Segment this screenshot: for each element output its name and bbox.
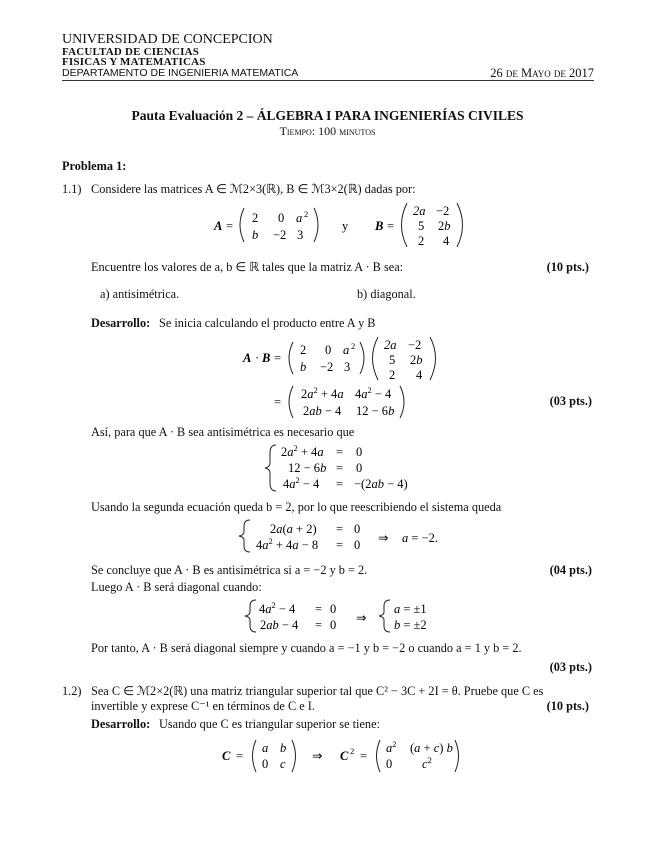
svg-text:2a2 + 4a: $2a^2 + 4a$ [301, 385, 344, 401]
svg-text:a: a [296, 211, 303, 225]
svg-text:2b: 2b [410, 353, 423, 367]
svg-text:5: 5 [418, 219, 425, 233]
second-equation-text: Usando la segunda ecuación queda b = 2, por lo que reescribiendo el sistema queda [91, 500, 502, 514]
antisymmetric-system [264, 443, 424, 493]
statement-1-2-line-1: Sea C ∈ ℳ2×2(ℝ) una matriz triangular superior tal que C² − 3C + 2I = θ. Pruebe que C es [91, 684, 544, 698]
svg-text:2: 2 [304, 209, 309, 219]
svg-text:3: 3 [344, 360, 351, 374]
svg-text:⇒: ⇒ [356, 611, 367, 625]
svg-text:A: A [243, 351, 252, 365]
svg-text:a: a [343, 343, 350, 357]
svg-text:a: a [262, 741, 269, 755]
svg-text:5: 5 [389, 353, 396, 367]
find-values-text: Encuentre los valores de a, b ∈ ℝ tales que la matriz A · B sea: [91, 260, 404, 274]
statement-1-2-line-2: invertible y exprese C⁻¹ en términos de C e I. [91, 699, 315, 713]
points-1-1: (10 pts.) [546, 260, 589, 274]
svg-text:b: b [300, 360, 307, 374]
svg-text:4: 4 [443, 234, 450, 248]
svg-text:=: = [387, 219, 395, 233]
svg-text:−2: −2 [408, 338, 422, 352]
svg-text:2a2 + 4a: $2a^2 + 4a$ [281, 443, 324, 459]
svg-text:0: 0 [356, 461, 363, 475]
svg-text:=: = [336, 461, 344, 475]
svg-text:2: 2 [300, 343, 307, 357]
development-text-1-2: Usando que C es triangular superior se tiene: [159, 717, 380, 731]
svg-text:2ab − 4: 2ab − 4 [303, 404, 342, 418]
svg-text:−2: −2 [436, 204, 450, 218]
svg-text:=: = [274, 395, 282, 409]
svg-text:2: 2 [350, 746, 355, 756]
development-label-1-2: Desarrollo: [91, 717, 151, 731]
svg-text:4a2 − 4: $4a^2 - 4$ [259, 600, 296, 616]
svg-text:b: b [280, 741, 287, 755]
svg-text:4a2 − 4: $4a^2 - 4$ [355, 385, 392, 401]
reduced-system [238, 518, 448, 554]
svg-text:12 − 6b: 12 − 6b [288, 461, 327, 475]
exam-time: Tiempo: 100 minutos [279, 124, 376, 138]
svg-text:2: 2 [351, 341, 356, 351]
c-squared-equation [220, 736, 480, 776]
svg-text:2ab − 4: 2ab − 4 [260, 618, 299, 632]
development-text: Se inicia calculando el producto entre A y B [159, 316, 376, 330]
svg-text:=: = [336, 538, 344, 552]
svg-text:0: 0 [354, 522, 361, 536]
svg-text:=: = [315, 602, 323, 616]
therefore-text: Por tanto, A · B será diagonal siempre y cuando a = −1 y b = −2 o cuando a = 1 y b = 2. [91, 641, 522, 655]
svg-text:2a(a + 2): 2a(a + 2) [270, 522, 317, 536]
svg-text:3: 3 [297, 228, 304, 242]
option-a: a) antisimétrica. [100, 287, 180, 301]
svg-text:⇒: ⇒ [378, 531, 389, 545]
svg-text:4a2 + 4a − 8: $4a^2 + 4a - 8$ [256, 536, 319, 552]
svg-text:=: = [315, 618, 323, 632]
svg-text:0: 0 [325, 343, 332, 357]
points-antisymmetric: (04 pts.) [549, 563, 592, 577]
diagonal-system [244, 598, 444, 634]
svg-text:a2: $a^2$ [386, 739, 397, 755]
conclusion-text: Se concluye que A · B es antisimétrica si a = −2 y b = 2. [91, 563, 368, 577]
points-product: (03 pts.) [549, 394, 592, 408]
item-number-1-1: 1.1) [62, 182, 82, 196]
svg-text:4: 4 [416, 368, 423, 382]
svg-text:2b: 2b [438, 219, 451, 233]
svg-text:2: 2 [389, 368, 396, 382]
product-equation [240, 336, 450, 420]
problem-heading: Problema 1: [62, 159, 127, 173]
antisymmetric-text: Así, para que A · B sea antisimétrica es necesario que [91, 425, 355, 439]
svg-text:y: y [342, 219, 349, 233]
statement-1-1: Considere las matrices A ∈ ℳ2×3(ℝ), B ∈ ℳ3×2(ℝ) dadas por: [91, 182, 416, 196]
svg-text:4a2 − 4: $4a^2 - 4$ [283, 475, 320, 491]
svg-text:0: 0 [330, 618, 337, 632]
svg-text:−2: −2 [320, 360, 334, 374]
svg-text:b = ±2: b = ±2 [394, 618, 427, 632]
svg-text:·: · [255, 351, 260, 365]
points-1-2: (10 pts.) [546, 699, 589, 713]
svg-text:=: = [336, 445, 344, 459]
svg-text:−(2ab − 4): −(2ab − 4) [354, 477, 408, 491]
faculty-line-2: FISICAS Y MATEMATICAS [62, 56, 206, 68]
svg-text:C: C [222, 749, 231, 763]
diagonal-text: Luego A · B será diagonal cuando: [91, 580, 262, 594]
svg-text:⇒: ⇒ [312, 749, 323, 763]
svg-text:12 − 6b: 12 − 6b [356, 404, 395, 418]
university-name: UNIVERSIDAD DE CONCEPCION [62, 32, 273, 47]
svg-text:C: C [340, 749, 349, 763]
svg-text:0: 0 [354, 538, 361, 552]
svg-text:=: = [236, 749, 244, 763]
svg-text:B: B [262, 351, 271, 365]
svg-text:0: 0 [278, 211, 285, 225]
svg-text:−2: −2 [273, 228, 287, 242]
svg-text:c2: $c^2$ [422, 755, 432, 771]
svg-text:a = −2.: a = −2. [402, 531, 438, 545]
svg-text:=: = [360, 749, 368, 763]
svg-text:2a: 2a [384, 338, 397, 352]
svg-text:2: 2 [418, 234, 425, 248]
svg-text:A: A [214, 219, 223, 233]
svg-text:0: 0 [330, 602, 337, 616]
exam-title: Pauta Evaluación 2 – ÁLGEBRA I PARA INGENIERÍAS CIVILES [131, 108, 524, 123]
matrices-a-b-equation [200, 200, 470, 250]
svg-text:=: = [274, 351, 282, 365]
svg-text:=: = [226, 219, 234, 233]
development-label: Desarrollo: [91, 316, 151, 330]
svg-text:=: = [336, 522, 344, 536]
svg-text:c: c [280, 757, 286, 771]
svg-text:b: b [252, 228, 259, 242]
svg-text:=: = [336, 477, 344, 491]
option-b: b) diagonal. [357, 287, 416, 301]
svg-text:0: 0 [356, 445, 363, 459]
header-rule [62, 80, 594, 81]
svg-text:2: 2 [252, 211, 259, 225]
item-number-1-2: 1.2) [62, 684, 82, 698]
svg-text:0: 0 [386, 757, 393, 771]
points-diagonal: (03 pts.) [549, 660, 592, 674]
svg-text:B: B [375, 219, 384, 233]
svg-text:0: 0 [262, 757, 269, 771]
exam-date: 26 de Mayo de 2017 [490, 66, 594, 80]
svg-text:(a + c) b: (a + c) b [410, 741, 453, 755]
svg-text:a = ±1: a = ±1 [394, 602, 427, 616]
department-name: DEPARTAMENTO DE INGENIERIA MATEMATICA [62, 67, 299, 79]
faculty-line-1: FACULTAD DE CIENCIAS [62, 46, 200, 58]
svg-text:2a: 2a [413, 204, 426, 218]
